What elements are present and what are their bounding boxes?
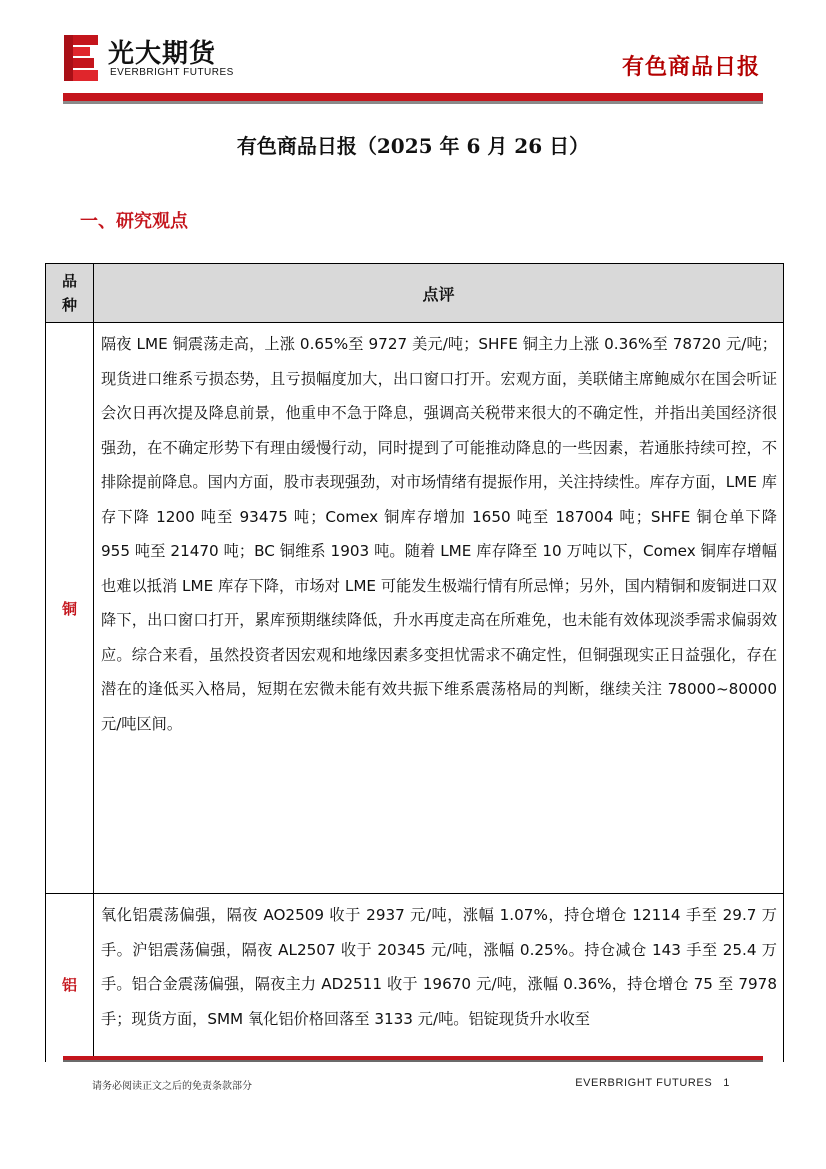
section-heading: 一、研究观点 <box>80 211 188 232</box>
column-header-variety-label: 品种 <box>61 272 77 314</box>
footer-brand-name: EVERBRIGHT FUTURES <box>575 1077 713 1089</box>
column-header-comment: 点评 <box>94 264 784 323</box>
comment-cell: 氧化铝震荡偏强，隔夜 AO2509 收于 2937 元/吨，涨幅 1.07%，持仓增仓 12114 手至 29.7 万手。沪铝震荡偏强，隔夜 AL2507 收于 20345 元/吨，涨幅 0.25%。持仓减仓 143 手至 25.4 万手。铝合金震荡偏强，隔夜主力 AD2511 收于 19670 元/吨，涨幅 0.36%，持仓增仓 75 至 7978 手；现货方面，SMM 氧化铝价格回落至 3133 元/吨。铝锭现货升水收至 <box>94 894 784 1075</box>
document-title: 有色商品日报（2025 年 6 月 26 日） <box>236 134 590 158</box>
footer-brand <box>575 1077 730 1089</box>
brand-name-cn: 光大期货 <box>108 39 217 69</box>
footer-disclaimer: 请务必阅读正文之后的免责条款部分 <box>92 1081 252 1092</box>
table-row <box>46 894 784 1075</box>
table-row <box>46 323 784 894</box>
header-divider-shadow <box>63 101 763 104</box>
everbright-logo-icon <box>64 35 98 81</box>
variety-cell: 铜 <box>46 323 94 894</box>
comment-cell: 隔夜 LME 铜震荡走高，上涨 0.65%至 9727 美元/吨；SHFE 铜主力上涨 0.36%至 78720 元/吨；现货进口维系亏损态势，且亏损幅度加大，出口窗口打开。宏观方面，美联储主席鲍威尔在国会听证会次日再次提及降息前景，他重申不急于降息，强调高关税带来很大的不确定性，并指出美国经济很强劲，在不确定形势下有理由缓慢行动，同时提到了可能推动降息的一些因素，若通胀持续可控，不排除提前降息。国内方面，股市表现强劲，对市场情绪有提振作用，关注持续性。库存方面，LME 库存下降 1200 吨至 93475 吨；Comex 铜库存增加 1650 吨至 187004 吨；SHFE 铜仓单下降 955 吨至 21470 吨；BC 铜维系 1903 吨。随着 LME 库存降至 10 万吨以下，Comex 铜库存增幅也难以抵消 LME 库存下降，市场对 LME 可能发生极端行情有所忌惮；另外，国内精铜和废铜进口双降下，出口窗口打开，累库预期继续降低，升水再度走高在所难免，也未能有效体现淡季需求偏弱效应。综合来看，虽然投资者因宏观和地缘因素多变担忧需求不确定性，但铜强现实正日益强化，存在潜在的逢低买入格局，短期在宏微未能有效共振下维系震荡格局的判断，继续关注 78000~80000 元/吨区间。 <box>94 323 784 894</box>
page-header <box>0 0 826 110</box>
variety-cell: 铝 <box>46 894 94 1075</box>
brand-name-en: EVERBRIGHT FUTURES <box>110 67 234 78</box>
page-number: 1 <box>723 1077 730 1089</box>
report-name: 有色商品日报 <box>621 55 760 80</box>
research-table <box>45 263 784 1075</box>
column-header-variety <box>46 264 94 323</box>
footer-divider-shadow <box>63 1060 763 1062</box>
table-header-row <box>46 264 784 323</box>
header-divider <box>63 93 763 101</box>
